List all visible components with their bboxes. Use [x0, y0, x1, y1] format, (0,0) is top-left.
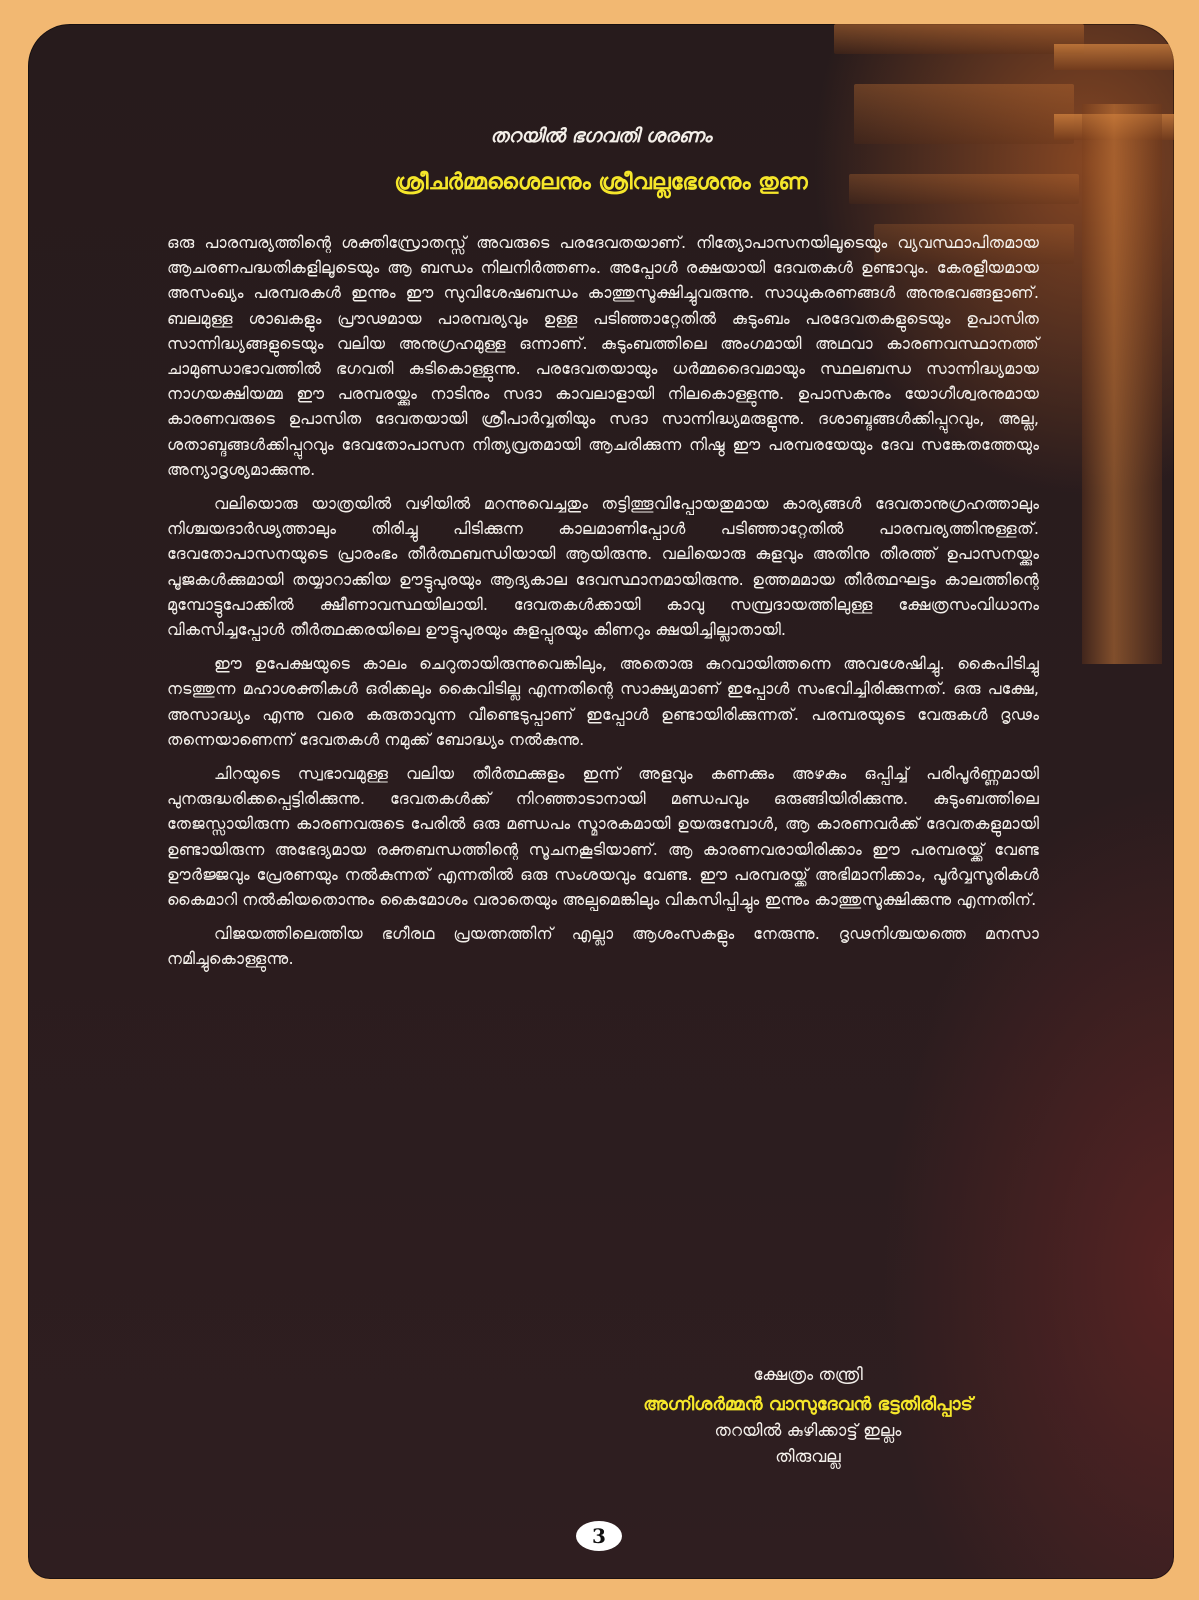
- message-body: [167, 230, 1039, 981]
- signature-house: തറയിൽ കുഴിക്കാട്ട് ഇല്ലം: [714, 1421, 902, 1441]
- page-content: [28, 24, 1174, 1579]
- signature-name: അഗ്നിശർമ്മൻ വാസുദേവൻ ഭട്ടതിരിപ്പാട്: [643, 1394, 973, 1415]
- paragraph-5: വിജയത്തിലെത്തിയ ഭഗീരഥ പ്രയത്നത്തിന് എല്ലാ ആശംസകളും നേരുന്നു. ദൃഢനിശ്ചയത്തെ മനസാ നമിച്ചുകൊള്ളുന്നു.: [167, 924, 1039, 969]
- signature-title: ക്ഷേത്രം തന്ത്രി: [753, 1365, 863, 1385]
- page-heading: ശ്രീചർമ്മശൈലനും ശ്രീവല്ലഭേശനും തുണ: [394, 170, 808, 195]
- paragraph-1: ഒരു പാരമ്പര്യത്തിന്റെ ശക്തിസ്രോതസ്സ് അവരുടെ പരദേവതയാണ്. നിത്യോപാസനയിലൂടെയും വ്യവസ്ഥാപിതമായ ആചരണപദ്ധതികളിലൂടെയും ആ ബന്ധം നിലനിർത്തണം. അപ്പോൾ രക്ഷയായി ദേവതകൾ ഉണ്ടാവും. കേരളീയമായ അസംഖ്യം പരമ്പരകൾ ഇന്നും ഈ സുവിശേഷബന്ധം കാത്തുസൂക്ഷിച്ചുവരുന്നു. സാധുകരണങ്ങൾ അനുഭവങ്ങളാണ്. ബലമുള്ള ശാഖകളും പ്രൗഢമായ പാരമ്പര്യവും ഉള്ള പടിഞ്ഞാറ്റേതിൽ കുടുംബം പരദേവതകളുടെയും ഉപാസിത സാന്നിദ്ധ്യങ്ങളുടെയും വലിയ അനുഗ്രഹമുള്ള ഒന്നാണ്. കുടുംബത്തിലെ അംഗമായി അഥവാ കാരണവസ്ഥാനത്ത് ചാമുണ്ഡാഭാവത്തിൽ ഭഗവതി കുടികൊള്ളുന്നു. പരദേവതയായും ധർമ്മദൈവമായും സ്ഥലബന്ധ സാന്നിദ്ധ്യമായ നാഗയക്ഷിയമ്മ ഈ പരമ്പരയ്ക്കും നാടിനും സദാ കാവലാളായി നിലകൊള്ളുന്നു. ഉപാസകനും യോഗീശ്വരനുമായ കാരണവരുടെ ഉപാസിത ദേവതയായി ശ്രീപാർവ്വതിയും സദാ സാന്നിദ്ധ്യമരുളുന്നു. ദശാബ്ദങ്ങൾക്കിപ്പുറവും, അല്ല, ശതാബ്ദങ്ങൾക്കിപ്പുറവും ദേവതോപാസന നിത്യവ്രതമായി ആചരിക്കുന്ന നിഷ്ഠ ഈ പരമ്പരയേയും ദേവ സങ്കേതത്തേയും അന്യാദൃശ്യമാക്കുന്നു.: [167, 233, 1039, 479]
- page-number-badge: 3: [576, 1521, 622, 1551]
- signature-block: [568, 1362, 1048, 1470]
- invocation-line: തറയിൽ ഭഗവതി ശരണം: [490, 125, 712, 147]
- signature-place: തിരുവല്ല: [775, 1447, 841, 1467]
- paragraph-2: വലിയൊരു യാത്രയിൽ വഴിയിൽ മറന്നുവെച്ചതും തട്ടിത്തൂവിപ്പോയതുമായ കാര്യങ്ങൾ ദേവതാനുഗ്രഹത്താലും നിശ്ചയദാർഢ്യത്താലും തിരിച്ചു പിടിക്കുന്ന കാലമാണിപ്പോൾ പടിഞ്ഞാറ്റേതിൽ പാരമ്പര്യത്തിനുള്ളത്. ദേവതോപാസനയുടെ പ്രാരംഭം തീർത്ഥബന്ധിയായി ആയിരുന്നു. വലിയൊരു കുളവും അതിനു തീരത്ത് ഉപാസനയ്ക്കും പൂജകൾക്കുമായി തയ്യാറാക്കിയ ഊട്ടുപുരയും ആദ്യകാല ദേവസ്ഥാനമായിരുന്നു. ഉത്തമമായ തീർത്ഥഘട്ടം കാലത്തിന്റെ മുമ്പോട്ടുപോക്കിൽ ക്ഷീണാവസ്ഥയിലായി. ദേവതകൾക്കായി കാവു സമ്പ്രദായത്തിലുള്ള ക്ഷേത്രസംവിധാനം വികസിച്ചപ്പോൾ തീർത്ഥക്കരയിലെ ഊട്ടുപുരയും കുളപ്പുരയും കിണറും ക്ഷയിച്ചില്ലാതായി.: [167, 494, 1039, 640]
- paragraph-4: ചിറയുടെ സ്വഭാവമുള്ള വലിയ തീർത്ഥക്കുളം ഇന്ന് അളവും കണക്കും അഴകും ഒപ്പിച്ച് പരിപൂർണ്ണമായി പുനരുദ്ധരിക്കപ്പെട്ടിരിക്കുന്നു. ദേവതകൾക്ക് നിറഞ്ഞാടാനായി മണ്ഡപവും ഒരുങ്ങിയിരിക്കുന്നു. കുടുംബത്തിലെ തേജസ്സായിരുന്ന കാരണവരുടെ പേരിൽ ഒരു മണ്ഡപം സ്മാരകമായി ഉയരുമ്പോൾ, ആ കാരണവർക്ക് ദേവതകളുമായി ഉണ്ടായിരുന്ന അഭേദ്യമായ രക്തബന്ധത്തിന്റെ സൂചനകൂടിയാണ്. ആ കാരണവരായിരിക്കാം ഈ പരമ്പരയ്ക്ക് വേണ്ട ഊർജ്ജവും പ്രേരണയും നൽകുന്നത് എന്നതിൽ ഒരു സംശയവും വേണ്ട. ഈ പരമ്പരയ്ക്ക് അഭിമാനിക്കാം, പൂർവ്വസൂരികൾ കൈമാറി നൽകിയതൊന്നും കൈമോശം വരാതെയും അല്പമെങ്കിലും വികസിപ്പിച്ചും ഇന്നും കാത്തുസൂക്ഷിക്കുന്നു എന്നതിന്.: [167, 764, 1039, 910]
- page-panel: [28, 24, 1174, 1579]
- paragraph-3: ഈ ഉപേക്ഷയുടെ കാലം ചെറുതായിരുന്നുവെങ്കിലും, അതൊരു കുറവായിത്തന്നെ അവശേഷിച്ചു. കൈപിടിച്ചു നടത്തുന്ന മഹാശക്തികൾ ഒരിക്കലും കൈവിടില്ല എന്നതിന്റെ സാക്ഷ്യമാണ് ഇപ്പോൾ സംഭവിച്ചിരിക്കുന്നത്. ഒരു പക്ഷേ, അസാദ്ധ്യം എന്നു വരെ കരുതാവുന്ന വീണ്ടെടുപ്പാണ് ഇപ്പോൾ ഉണ്ടായിരിക്കുന്നത്. പരമ്പരയുടെ വേരുകൾ ദൃഢം തന്നെയാണെന്ന് ദേവതകൾ നമുക്ക് ബോദ്ധ്യം നൽകുന്നു.: [167, 654, 1039, 749]
